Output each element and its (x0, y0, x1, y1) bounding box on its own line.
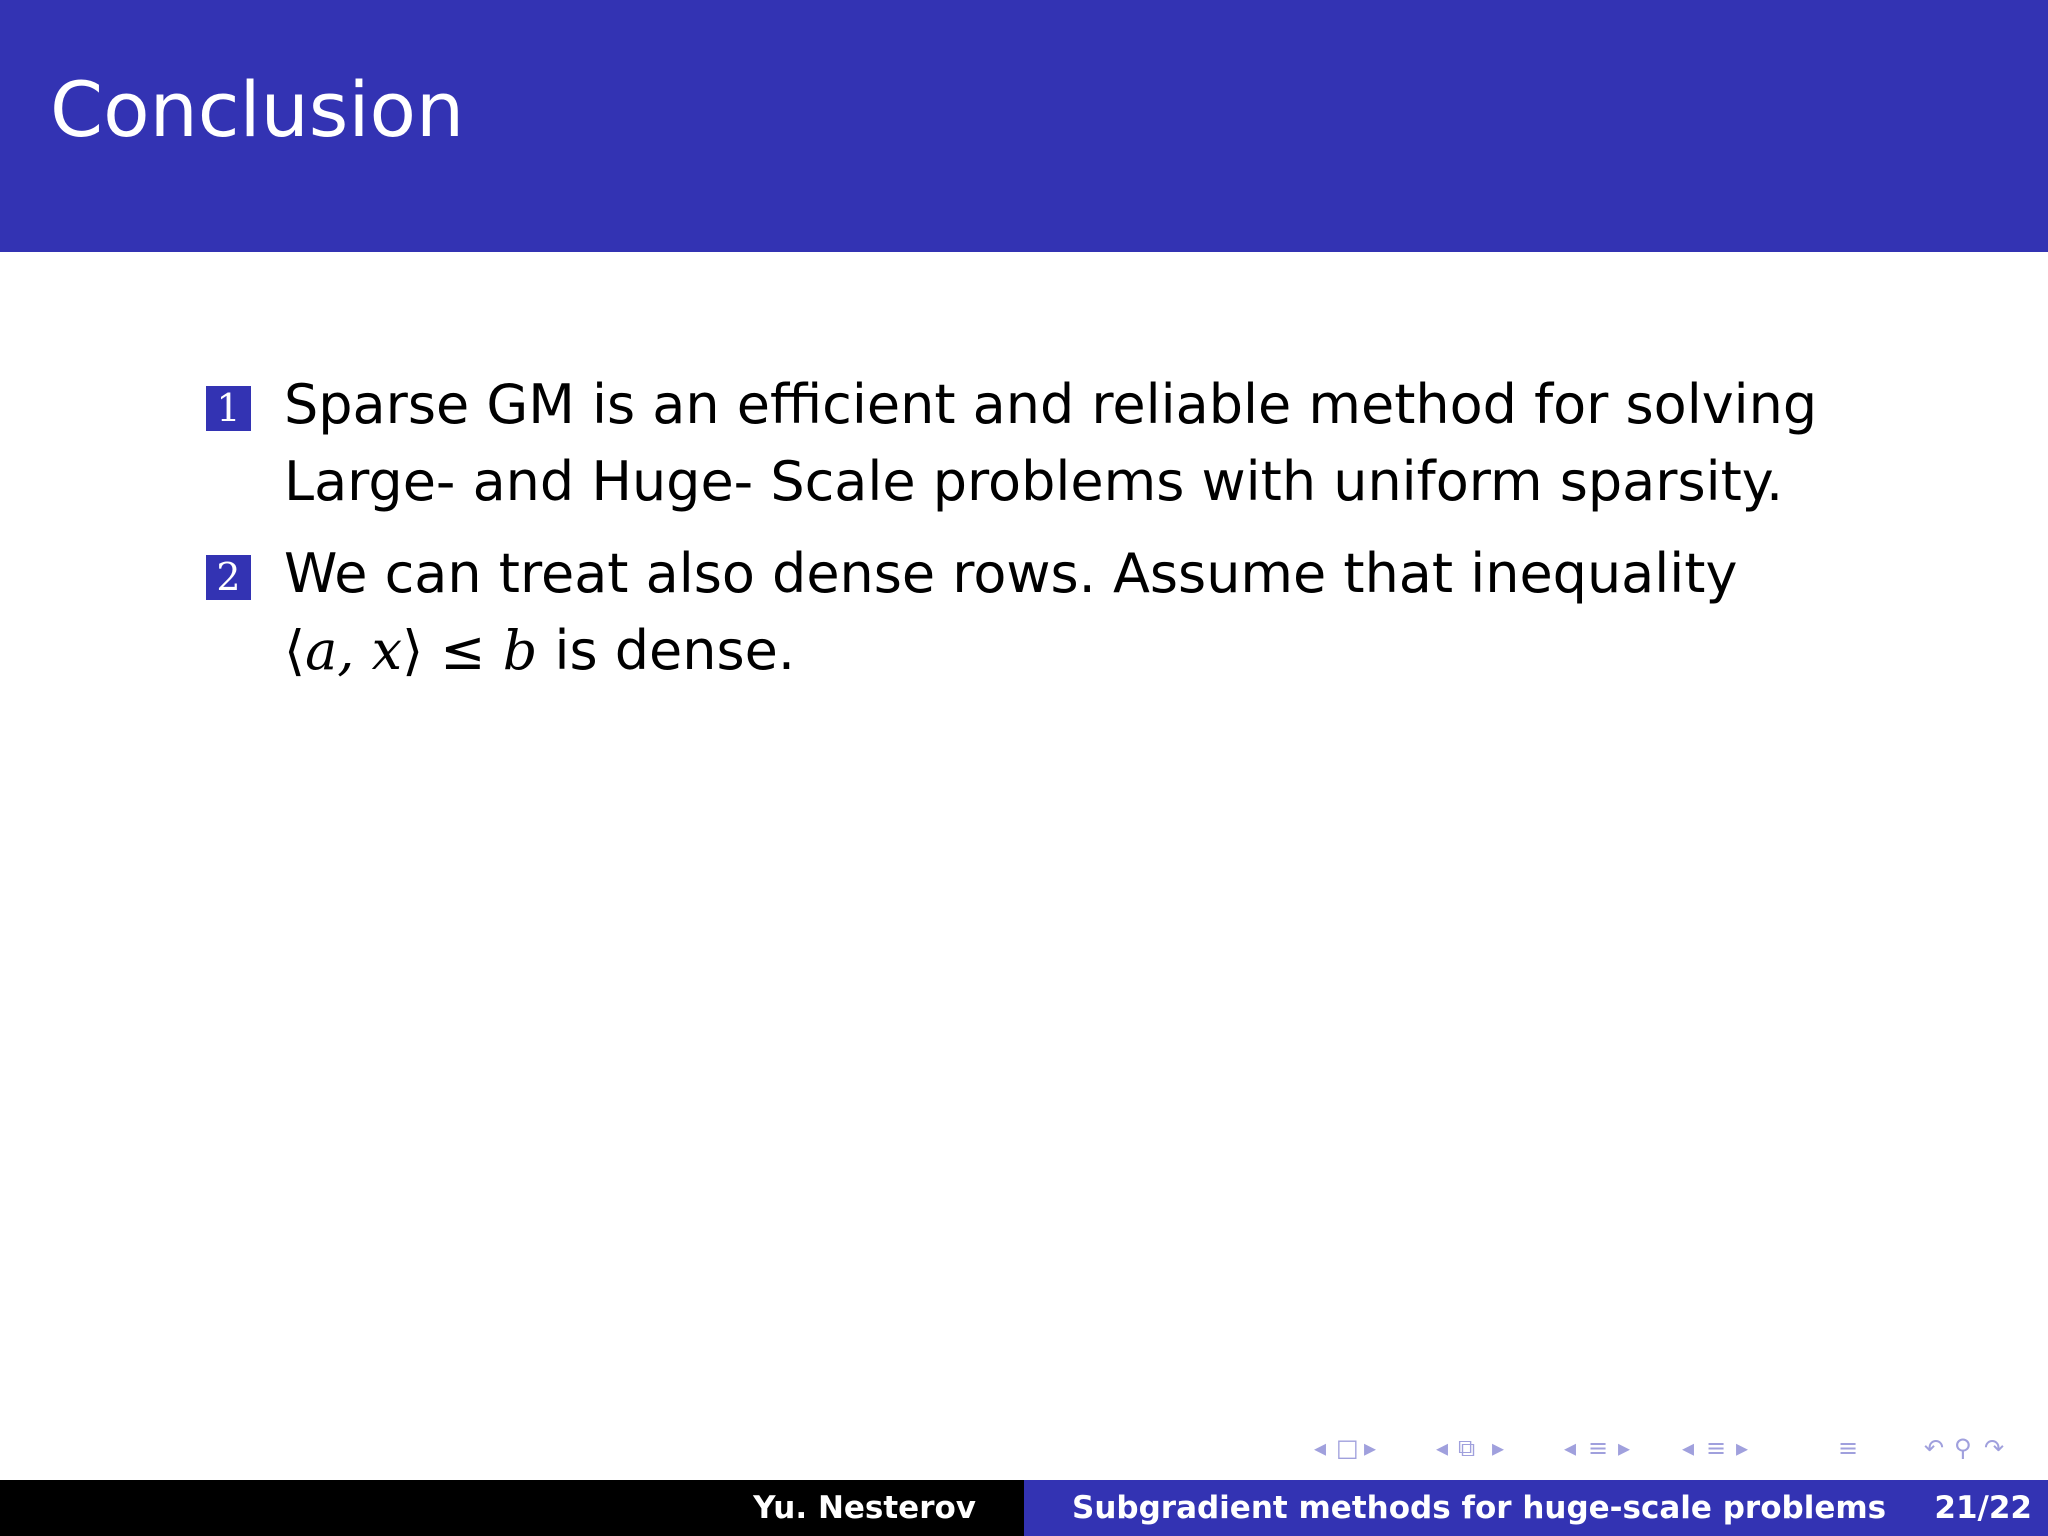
nav-frame-icon[interactable]: □ (1336, 1434, 1359, 1462)
nav-align-icon[interactable]: ≡ (1838, 1434, 1859, 1462)
nav-prev-section-icon[interactable]: ◂ (1564, 1434, 1577, 1462)
nav-prev-frame-icon[interactable]: ◂ (1314, 1434, 1327, 1462)
footer-page-number: 21/22 (1934, 1490, 2032, 1526)
footer-author: Yu. Nesterov (0, 1480, 1024, 1536)
item-1-line-1: Sparse GM is an efficient and reliable method for solving (284, 373, 1818, 436)
nav-back-icon[interactable]: ↶ (1924, 1434, 1945, 1462)
footer-talk-title: Subgradient methods for huge-scale problems (1072, 1490, 1887, 1526)
nav-subsection-icon[interactable]: ⧉ (1458, 1434, 1476, 1462)
math-angle-open: ⟨ (284, 619, 306, 682)
nav-next-frame-icon[interactable]: ▸ (1364, 1434, 1377, 1462)
math-inner-product-vars: a, x (305, 619, 403, 682)
nav-document-icon[interactable]: ≡ (1706, 1434, 1727, 1462)
footer-talk-section (1024, 1480, 2048, 1536)
math-b: b (502, 619, 538, 682)
nav-next-subsection-icon[interactable]: ▸ (1492, 1434, 1505, 1462)
beamer-navigation-bar (1312, 1432, 2032, 1464)
item-2-line-1: We can treat also dense rows. Assume that inequality (284, 542, 1738, 605)
item-1-line-2: Large- and Huge- Scale problems with uniform sparsity. (284, 450, 1784, 513)
item-2-line-2-text: is dense. (554, 619, 796, 682)
footer (0, 1480, 2048, 1536)
nav-search-icon[interactable]: ⚲ (1954, 1434, 1972, 1462)
nav-next-document-icon[interactable]: ▸ (1736, 1434, 1749, 1462)
nav-prev-subsection-icon[interactable]: ◂ (1436, 1434, 1449, 1462)
list-item (206, 535, 1846, 689)
item-2-line-2 (284, 612, 1846, 689)
list-item (206, 366, 1846, 520)
nav-prev-document-icon[interactable]: ◂ (1682, 1434, 1695, 1462)
item-number-badge: 1 (206, 386, 251, 431)
math-angle-close-leq: ⟩ ≤ (402, 619, 486, 682)
nav-forward-icon[interactable]: ↷ (1984, 1434, 2005, 1462)
nav-section-icon[interactable]: ≡ (1588, 1434, 1609, 1462)
slide-title: Conclusion (50, 65, 465, 154)
item-number-badge: 2 (206, 555, 251, 600)
title-bar (0, 0, 2048, 252)
nav-next-section-icon[interactable]: ▸ (1618, 1434, 1631, 1462)
enumerated-list (206, 366, 1846, 704)
